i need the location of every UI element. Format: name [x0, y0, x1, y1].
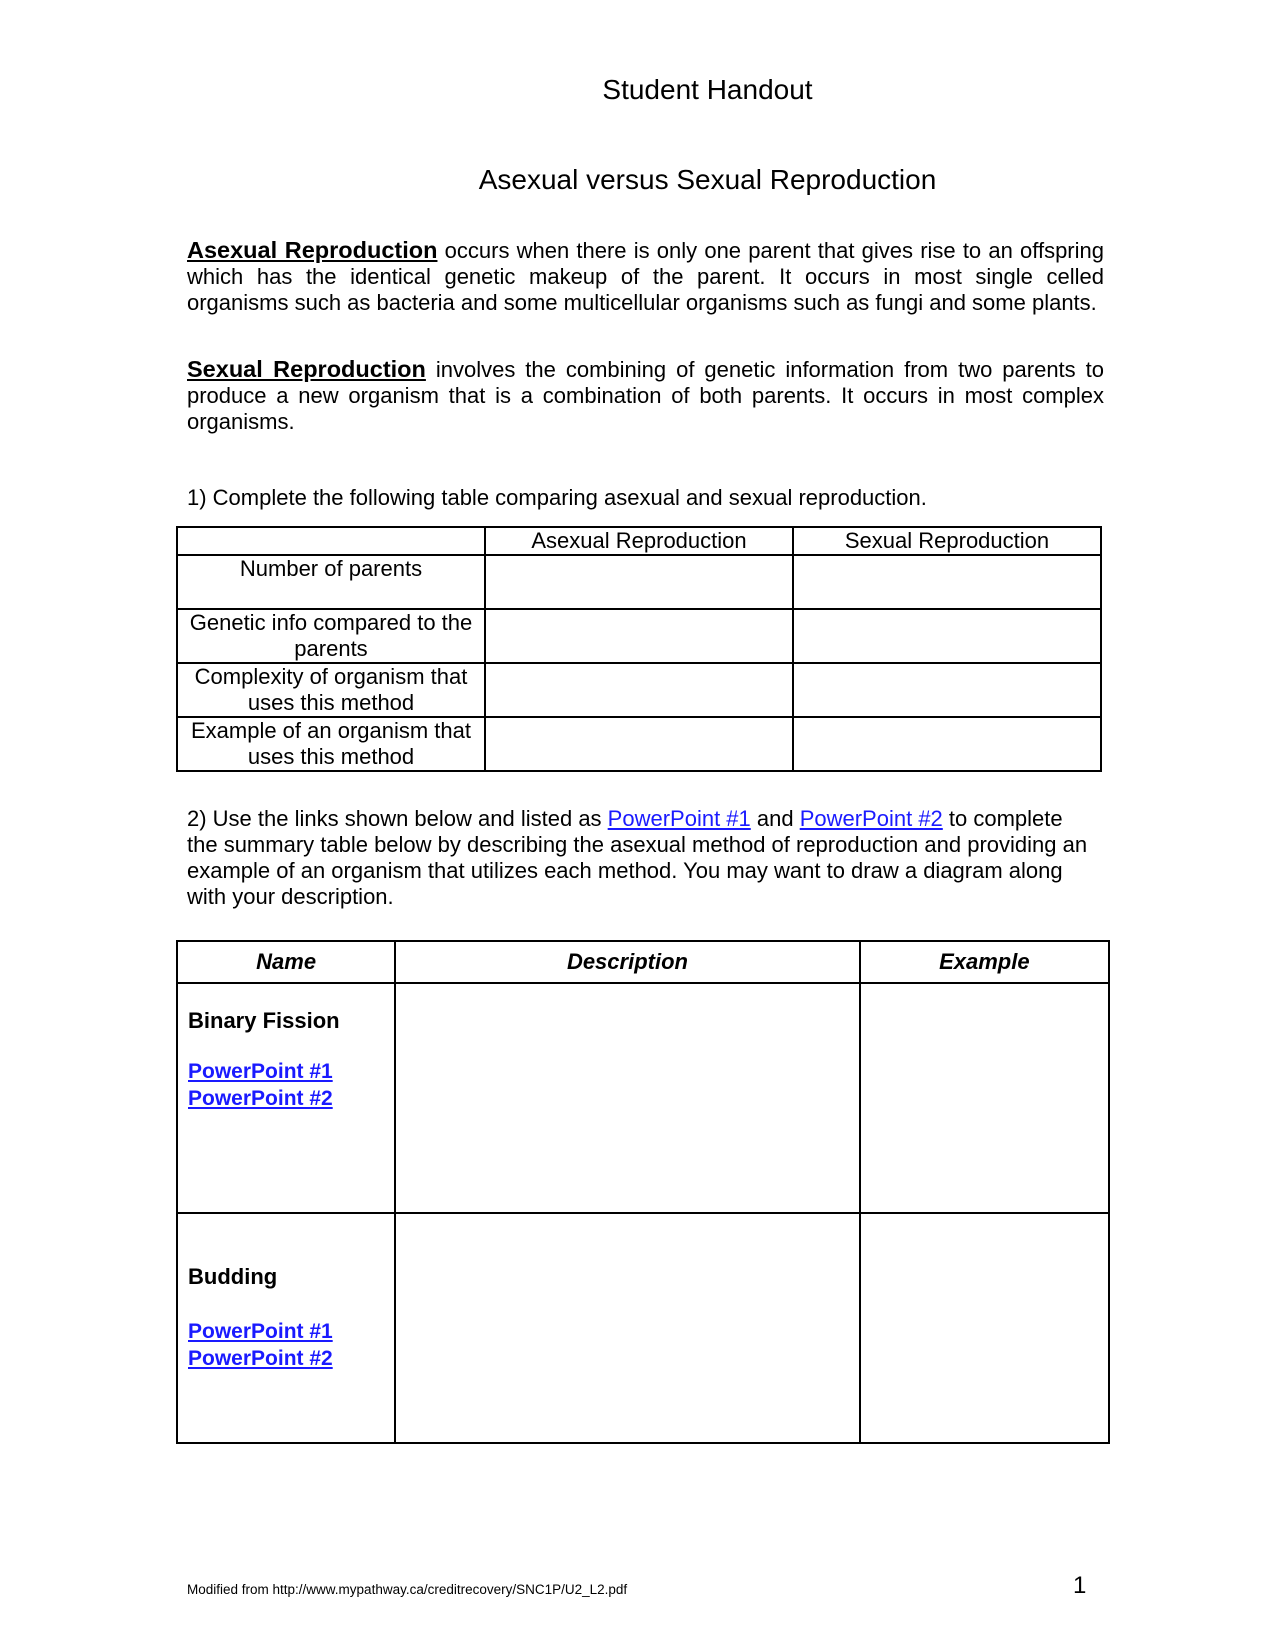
sexual-definition — [187, 356, 1104, 435]
method-link-2[interactable]: PowerPoint #2 — [188, 1087, 333, 1110]
asexual-term: Asexual Reproduction — [187, 237, 438, 263]
page-title: Student Handout — [602, 74, 813, 105]
example-cell[interactable] — [860, 983, 1109, 1213]
answer-cell[interactable] — [793, 663, 1101, 717]
question-1: 1) Complete the following table comparing asexual and sexual reproduction. — [187, 485, 927, 510]
comparison-header-sexual: Sexual Reproduction — [793, 527, 1101, 555]
row-label: Genetic info compared to the parents — [177, 609, 485, 663]
question-2-text-a: 2) Use the links shown below and listed as — [187, 806, 608, 831]
summary-table — [176, 940, 1110, 1444]
answer-cell[interactable] — [485, 609, 793, 663]
answer-cell[interactable] — [793, 555, 1101, 609]
table-row — [177, 609, 1101, 663]
row-label: Example of an organism that uses this method — [177, 717, 485, 771]
sexual-text: involves the combining of genetic information from two parents to produce a new organism that is a combination of both parents. It occurs in most complex organisms. — [187, 357, 1104, 434]
comparison-table — [176, 526, 1102, 772]
footer-source: Modified from http://www.mypathway.ca/creditrecovery/SNC1P/U2_L2.pdf — [187, 1582, 628, 1597]
comparison-header-blank — [177, 527, 485, 555]
answer-cell[interactable] — [793, 717, 1101, 771]
row-label: Complexity of organism that uses this method — [177, 663, 485, 717]
row-label: Number of parents — [177, 555, 485, 609]
page-number: 1 — [1073, 1572, 1087, 1599]
method-link-1[interactable]: PowerPoint #1 — [188, 1320, 333, 1343]
table-row — [177, 555, 1101, 609]
powerpoint-2-link[interactable]: PowerPoint #2 — [799, 806, 943, 831]
example-cell[interactable] — [860, 1213, 1109, 1443]
sexual-term: Sexual Reproduction — [187, 356, 426, 382]
answer-cell[interactable] — [485, 717, 793, 771]
answer-cell[interactable] — [485, 555, 793, 609]
question-2-text-b: and — [750, 806, 800, 831]
method-link-1[interactable]: PowerPoint #1 — [188, 1060, 333, 1083]
comparison-header-asexual: Asexual Reproduction — [485, 527, 793, 555]
asexual-definition — [187, 237, 1104, 316]
summary-header-name: Name — [177, 941, 395, 983]
description-cell[interactable] — [395, 983, 859, 1213]
answer-cell[interactable] — [793, 609, 1101, 663]
description-cell[interactable] — [395, 1213, 859, 1443]
table-row — [177, 663, 1101, 717]
method-name: Binary Fission — [188, 1008, 340, 1033]
table-row — [177, 717, 1101, 771]
powerpoint-1-link[interactable]: PowerPoint #1 — [607, 806, 751, 831]
table-row — [177, 983, 1109, 1213]
summary-header-description: Description — [395, 941, 859, 983]
method-link-2[interactable]: PowerPoint #2 — [188, 1347, 333, 1370]
method-cell — [177, 983, 395, 1213]
question-2-text-c: to complete the summary table below by describing the asexual method of reproduction and providing an example of an organism that utilizes each method. You may want to draw a diagram along with your description. — [187, 806, 1088, 909]
method-cell — [177, 1213, 395, 1443]
answer-cell[interactable] — [485, 663, 793, 717]
page-subtitle: Asexual versus Sexual Reproduction — [478, 164, 937, 195]
asexual-text: occurs when there is only one parent that gives rise to an offspring which has the identical genetic makeup of the parent. It occurs in most single celled organisms such as bacteria and some multicellular organisms such as fungi and some plants. — [187, 238, 1104, 315]
summary-header-example: Example — [860, 941, 1109, 983]
question-2 — [187, 806, 1097, 910]
method-name: Budding — [188, 1264, 278, 1289]
table-row — [177, 1213, 1109, 1443]
